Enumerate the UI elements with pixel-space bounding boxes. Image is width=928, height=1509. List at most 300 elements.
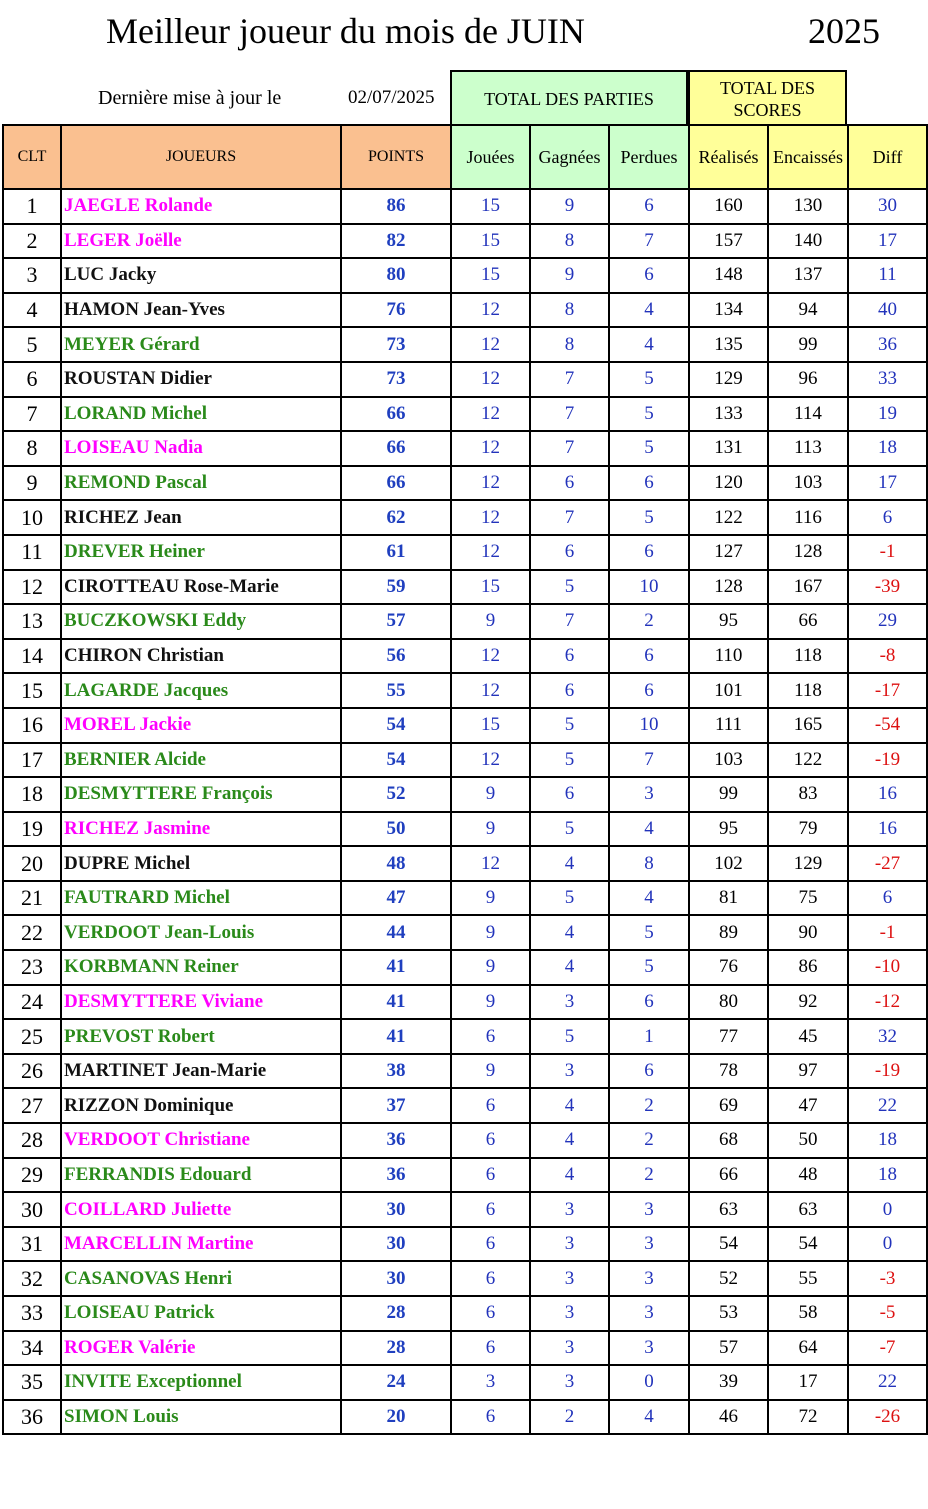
- cell-realises: 160: [689, 189, 768, 224]
- cell-points: 66: [341, 431, 451, 466]
- table-row: [3, 1261, 927, 1296]
- cell-perdues: 8: [609, 846, 689, 881]
- cell-realises: 148: [689, 258, 768, 293]
- cell-encaisses: 90: [768, 915, 848, 950]
- cell-clt: 13: [3, 604, 61, 639]
- cell-diff: 18: [848, 1123, 927, 1158]
- cell-perdues: 3: [609, 1331, 689, 1366]
- header-diff: Diff: [848, 125, 927, 189]
- cell-diff: -1: [848, 915, 927, 950]
- table-row: [3, 500, 927, 535]
- cell-clt: 12: [3, 570, 61, 605]
- cell-perdues: 3: [609, 1227, 689, 1262]
- cell-realises: 69: [689, 1088, 768, 1123]
- cell-gagnees: 3: [530, 1296, 609, 1331]
- cell-clt: 20: [3, 846, 61, 881]
- cell-player-name: REMOND Pascal: [61, 466, 341, 501]
- cell-gagnees: 7: [530, 500, 609, 535]
- cell-clt: 2: [3, 224, 61, 259]
- cell-diff: 22: [848, 1088, 927, 1123]
- cell-encaisses: 118: [768, 639, 848, 674]
- cell-realises: 103: [689, 743, 768, 778]
- cell-gagnees: 6: [530, 673, 609, 708]
- cell-perdues: 4: [609, 327, 689, 362]
- cell-diff: -27: [848, 846, 927, 881]
- cell-encaisses: 58: [768, 1296, 848, 1331]
- table-row: [3, 915, 927, 950]
- cell-diff: -1: [848, 535, 927, 570]
- cell-perdues: 4: [609, 812, 689, 847]
- header-realises: Réalisés: [689, 125, 768, 189]
- cell-gagnees: 7: [530, 397, 609, 432]
- cell-encaisses: 140: [768, 224, 848, 259]
- cell-points: 20: [341, 1400, 451, 1435]
- cell-encaisses: 63: [768, 1192, 848, 1227]
- cell-points: 73: [341, 327, 451, 362]
- cell-gagnees: 3: [530, 1054, 609, 1089]
- cell-jouees: 9: [451, 604, 530, 639]
- cell-perdues: 2: [609, 604, 689, 639]
- cell-points: 61: [341, 535, 451, 570]
- header-encaisses: Encaissés: [768, 125, 848, 189]
- cell-diff: 32: [848, 1019, 927, 1054]
- cell-clt: 9: [3, 466, 61, 501]
- cell-gagnees: 6: [530, 639, 609, 674]
- cell-encaisses: 66: [768, 604, 848, 639]
- cell-player-name: MARTINET Jean-Marie: [61, 1054, 341, 1089]
- cell-clt: 18: [3, 777, 61, 812]
- cell-clt: 4: [3, 293, 61, 328]
- header-jouees: Jouées: [451, 125, 530, 189]
- cell-points: 54: [341, 743, 451, 778]
- cell-gagnees: 5: [530, 1019, 609, 1054]
- cell-player-name: BERNIER Alcide: [61, 743, 341, 778]
- cell-points: 41: [341, 1019, 451, 1054]
- cell-encaisses: 96: [768, 362, 848, 397]
- cell-clt: 14: [3, 639, 61, 674]
- cell-perdues: 4: [609, 881, 689, 916]
- cell-player-name: JAEGLE Rolande: [61, 189, 341, 224]
- table-row: [3, 397, 927, 432]
- cell-player-name: CHIRON Christian: [61, 639, 341, 674]
- cell-realises: 63: [689, 1192, 768, 1227]
- table-row: [3, 673, 927, 708]
- cell-gagnees: 3: [530, 1192, 609, 1227]
- cell-clt: 24: [3, 985, 61, 1020]
- cell-points: 28: [341, 1331, 451, 1366]
- cell-encaisses: 103: [768, 466, 848, 501]
- cell-clt: 19: [3, 812, 61, 847]
- cell-player-name: HAMON Jean-Yves: [61, 293, 341, 328]
- cell-realises: 57: [689, 1331, 768, 1366]
- cell-clt: 34: [3, 1331, 61, 1366]
- cell-player-name: DREVER Heiner: [61, 535, 341, 570]
- cell-perdues: 5: [609, 397, 689, 432]
- cell-jouees: 12: [451, 500, 530, 535]
- cell-clt: 29: [3, 1158, 61, 1193]
- cell-player-name: LORAND Michel: [61, 397, 341, 432]
- cell-jouees: 6: [451, 1400, 530, 1435]
- cell-perdues: 2: [609, 1123, 689, 1158]
- cell-perdues: 3: [609, 777, 689, 812]
- cell-jouees: 9: [451, 950, 530, 985]
- cell-gagnees: 4: [530, 915, 609, 950]
- cell-diff: 40: [848, 293, 927, 328]
- cell-jouees: 6: [451, 1296, 530, 1331]
- table-row: [3, 466, 927, 501]
- cell-gagnees: 3: [530, 1227, 609, 1262]
- cell-gagnees: 6: [530, 535, 609, 570]
- cell-diff: 18: [848, 431, 927, 466]
- cell-points: 59: [341, 570, 451, 605]
- table-row: [3, 1365, 927, 1400]
- page-title: Meilleur joueur du mois de JUIN: [106, 11, 585, 51]
- cell-points: 52: [341, 777, 451, 812]
- cell-clt: 21: [3, 881, 61, 916]
- cell-gagnees: 5: [530, 743, 609, 778]
- cell-gagnees: 6: [530, 777, 609, 812]
- table-row: [3, 1227, 927, 1262]
- cell-gagnees: 9: [530, 258, 609, 293]
- table-row: [3, 431, 927, 466]
- cell-diff: 19: [848, 397, 927, 432]
- cell-realises: 66: [689, 1158, 768, 1193]
- cell-diff: 16: [848, 777, 927, 812]
- cell-encaisses: 17: [768, 1365, 848, 1400]
- cell-realises: 80: [689, 985, 768, 1020]
- table-row: [3, 1054, 927, 1089]
- cell-perdues: 6: [609, 985, 689, 1020]
- cell-player-name: LEGER Joëlle: [61, 224, 341, 259]
- cell-perdues: 6: [609, 189, 689, 224]
- cell-gagnees: 7: [530, 362, 609, 397]
- cell-gagnees: 5: [530, 812, 609, 847]
- cell-clt: 7: [3, 397, 61, 432]
- cell-player-name: CASANOVAS Henri: [61, 1261, 341, 1296]
- cell-clt: 36: [3, 1400, 61, 1435]
- cell-gagnees: 4: [530, 1088, 609, 1123]
- group-header-parties: [450, 70, 688, 126]
- cell-realises: 46: [689, 1400, 768, 1435]
- cell-points: 66: [341, 397, 451, 432]
- cell-clt: 5: [3, 327, 61, 362]
- cell-realises: 52: [689, 1261, 768, 1296]
- cell-perdues: 0: [609, 1365, 689, 1400]
- group-scores-line2: SCORES: [733, 100, 802, 120]
- cell-diff: -7: [848, 1331, 927, 1366]
- cell-encaisses: 79: [768, 812, 848, 847]
- cell-points: 30: [341, 1227, 451, 1262]
- cell-perdues: 6: [609, 639, 689, 674]
- cell-points: 55: [341, 673, 451, 708]
- cell-jouees: 15: [451, 570, 530, 605]
- cell-jouees: 6: [451, 1192, 530, 1227]
- cell-points: 62: [341, 500, 451, 535]
- cell-player-name: RICHEZ Jean: [61, 500, 341, 535]
- cell-points: 82: [341, 224, 451, 259]
- cell-points: 41: [341, 950, 451, 985]
- cell-player-name: ROUSTAN Didier: [61, 362, 341, 397]
- cell-points: 54: [341, 708, 451, 743]
- cell-clt: 17: [3, 743, 61, 778]
- cell-jouees: 12: [451, 293, 530, 328]
- table-row: [3, 1331, 927, 1366]
- cell-gagnees: 3: [530, 985, 609, 1020]
- cell-player-name: KORBMANN Reiner: [61, 950, 341, 985]
- cell-player-name: CIROTTEAU Rose-Marie: [61, 570, 341, 605]
- cell-jouees: 12: [451, 466, 530, 501]
- cell-points: 38: [341, 1054, 451, 1089]
- cell-realises: 77: [689, 1019, 768, 1054]
- cell-encaisses: 165: [768, 708, 848, 743]
- table-row: [3, 881, 927, 916]
- cell-player-name: INVITE Exceptionnel: [61, 1365, 341, 1400]
- cell-player-name: DESMYTTERE Viviane: [61, 985, 341, 1020]
- ranking-table: [2, 124, 928, 1435]
- cell-realises: 81: [689, 881, 768, 916]
- cell-player-name: DUPRE Michel: [61, 846, 341, 881]
- cell-points: 66: [341, 466, 451, 501]
- cell-realises: 89: [689, 915, 768, 950]
- cell-encaisses: 92: [768, 985, 848, 1020]
- cell-jouees: 12: [451, 535, 530, 570]
- table-row: [3, 846, 927, 881]
- cell-encaisses: 54: [768, 1227, 848, 1262]
- cell-diff: 0: [848, 1227, 927, 1262]
- cell-player-name: DESMYTTERE François: [61, 777, 341, 812]
- table-row: [3, 1296, 927, 1331]
- cell-jouees: 12: [451, 327, 530, 362]
- cell-gagnees: 4: [530, 950, 609, 985]
- cell-perdues: 7: [609, 743, 689, 778]
- group-scores-label: [720, 77, 815, 121]
- cell-clt: 22: [3, 915, 61, 950]
- cell-jouees: 12: [451, 673, 530, 708]
- cell-perdues: 2: [609, 1088, 689, 1123]
- table-row: [3, 1088, 927, 1123]
- cell-points: 80: [341, 258, 451, 293]
- cell-encaisses: 83: [768, 777, 848, 812]
- cell-diff: -5: [848, 1296, 927, 1331]
- cell-perdues: 4: [609, 293, 689, 328]
- cell-diff: 36: [848, 327, 927, 362]
- table-row: [3, 1123, 927, 1158]
- cell-diff: 0: [848, 1192, 927, 1227]
- cell-clt: 3: [3, 258, 61, 293]
- cell-gagnees: 8: [530, 327, 609, 362]
- header-points: POINTS: [341, 125, 451, 189]
- cell-gagnees: 3: [530, 1331, 609, 1366]
- cell-realises: 111: [689, 708, 768, 743]
- table-row: [3, 1192, 927, 1227]
- cell-perdues: 5: [609, 500, 689, 535]
- cell-clt: 16: [3, 708, 61, 743]
- header-gagnees: Gagnées: [530, 125, 609, 189]
- cell-clt: 10: [3, 500, 61, 535]
- cell-perdues: 10: [609, 570, 689, 605]
- cell-gagnees: 3: [530, 1261, 609, 1296]
- cell-clt: 30: [3, 1192, 61, 1227]
- cell-jouees: 12: [451, 846, 530, 881]
- cell-gagnees: 7: [530, 431, 609, 466]
- cell-realises: 95: [689, 812, 768, 847]
- cell-diff: -8: [848, 639, 927, 674]
- cell-encaisses: 116: [768, 500, 848, 535]
- cell-player-name: MOREL Jackie: [61, 708, 341, 743]
- cell-player-name: RICHEZ Jasmine: [61, 812, 341, 847]
- cell-diff: 29: [848, 604, 927, 639]
- cell-player-name: MEYER Gérard: [61, 327, 341, 362]
- cell-realises: 102: [689, 846, 768, 881]
- cell-encaisses: 97: [768, 1054, 848, 1089]
- table-row: [3, 985, 927, 1020]
- last-update-date: 02/07/2025: [348, 87, 435, 108]
- cell-jouees: 12: [451, 639, 530, 674]
- cell-encaisses: 167: [768, 570, 848, 605]
- cell-realises: 129: [689, 362, 768, 397]
- cell-gagnees: 5: [530, 708, 609, 743]
- cell-points: 36: [341, 1123, 451, 1158]
- cell-clt: 35: [3, 1365, 61, 1400]
- cell-clt: 8: [3, 431, 61, 466]
- table-row: [3, 224, 927, 259]
- cell-jouees: 9: [451, 915, 530, 950]
- cell-gagnees: 8: [530, 293, 609, 328]
- cell-clt: 27: [3, 1088, 61, 1123]
- cell-perdues: 2: [609, 1158, 689, 1193]
- cell-gagnees: 4: [530, 1158, 609, 1193]
- cell-points: 30: [341, 1192, 451, 1227]
- year-label: 2025: [808, 11, 880, 51]
- cell-points: 76: [341, 293, 451, 328]
- cell-perdues: 5: [609, 915, 689, 950]
- cell-player-name: LOISEAU Nadia: [61, 431, 341, 466]
- cell-points: 37: [341, 1088, 451, 1123]
- table-row: [3, 1158, 927, 1193]
- cell-perdues: 6: [609, 466, 689, 501]
- cell-encaisses: 86: [768, 950, 848, 985]
- cell-realises: 120: [689, 466, 768, 501]
- cell-diff: 22: [848, 1365, 927, 1400]
- cell-player-name: RIZZON Dominique: [61, 1088, 341, 1123]
- cell-clt: 28: [3, 1123, 61, 1158]
- table-row: [3, 604, 927, 639]
- cell-realises: 157: [689, 224, 768, 259]
- cell-gagnees: 8: [530, 224, 609, 259]
- table-row: [3, 362, 927, 397]
- cell-points: 86: [341, 189, 451, 224]
- cell-realises: 95: [689, 604, 768, 639]
- cell-points: 48: [341, 846, 451, 881]
- cell-player-name: BUCZKOWSKI Eddy: [61, 604, 341, 639]
- cell-encaisses: 113: [768, 431, 848, 466]
- cell-diff: 11: [848, 258, 927, 293]
- cell-perdues: 10: [609, 708, 689, 743]
- table-row: [3, 639, 927, 674]
- cell-diff: 30: [848, 189, 927, 224]
- cell-diff: 16: [848, 812, 927, 847]
- cell-points: 73: [341, 362, 451, 397]
- cell-jouees: 6: [451, 1331, 530, 1366]
- cell-diff: 17: [848, 224, 927, 259]
- cell-jouees: 15: [451, 189, 530, 224]
- table-row: [3, 777, 927, 812]
- cell-diff: 18: [848, 1158, 927, 1193]
- cell-perdues: 4: [609, 1400, 689, 1435]
- cell-points: 56: [341, 639, 451, 674]
- cell-gagnees: 3: [530, 1365, 609, 1400]
- cell-gagnees: 9: [530, 189, 609, 224]
- cell-perdues: 3: [609, 1296, 689, 1331]
- cell-realises: 78: [689, 1054, 768, 1089]
- cell-points: 44: [341, 915, 451, 950]
- cell-clt: 26: [3, 1054, 61, 1089]
- cell-encaisses: 55: [768, 1261, 848, 1296]
- table-row: [3, 293, 927, 328]
- cell-points: 50: [341, 812, 451, 847]
- cell-diff: -26: [848, 1400, 927, 1435]
- cell-player-name: FAUTRARD Michel: [61, 881, 341, 916]
- cell-points: 28: [341, 1296, 451, 1331]
- cell-points: 41: [341, 985, 451, 1020]
- cell-diff: -19: [848, 1054, 927, 1089]
- cell-jouees: 15: [451, 708, 530, 743]
- cell-realises: 131: [689, 431, 768, 466]
- cell-jouees: 6: [451, 1019, 530, 1054]
- cell-perdues: 6: [609, 258, 689, 293]
- group-parties-label: TOTAL DES PARTIES: [484, 89, 654, 109]
- cell-encaisses: 137: [768, 258, 848, 293]
- cell-gagnees: 5: [530, 881, 609, 916]
- cell-diff: -19: [848, 743, 927, 778]
- cell-realises: 99: [689, 777, 768, 812]
- cell-encaisses: 72: [768, 1400, 848, 1435]
- cell-encaisses: 122: [768, 743, 848, 778]
- group-header-scores: [688, 70, 847, 126]
- header-joueurs: JOUEURS: [61, 125, 341, 189]
- cell-jouees: 6: [451, 1088, 530, 1123]
- cell-jouees: 3: [451, 1365, 530, 1400]
- cell-jouees: 15: [451, 258, 530, 293]
- cell-realises: 134: [689, 293, 768, 328]
- cell-gagnees: 6: [530, 466, 609, 501]
- cell-realises: 76: [689, 950, 768, 985]
- cell-diff: 6: [848, 881, 927, 916]
- cell-perdues: 6: [609, 1054, 689, 1089]
- cell-jouees: 6: [451, 1261, 530, 1296]
- cell-clt: 1: [3, 189, 61, 224]
- cell-jouees: 6: [451, 1123, 530, 1158]
- table-row: [3, 1400, 927, 1435]
- cell-perdues: 5: [609, 950, 689, 985]
- cell-perdues: 5: [609, 362, 689, 397]
- cell-clt: 32: [3, 1261, 61, 1296]
- cell-perdues: 3: [609, 1261, 689, 1296]
- cell-diff: 33: [848, 362, 927, 397]
- cell-realises: 53: [689, 1296, 768, 1331]
- cell-jouees: 9: [451, 1054, 530, 1089]
- cell-realises: 54: [689, 1227, 768, 1262]
- cell-encaisses: 129: [768, 846, 848, 881]
- cell-player-name: LOISEAU Patrick: [61, 1296, 341, 1331]
- cell-encaisses: 64: [768, 1331, 848, 1366]
- header-perdues: Perdues: [609, 125, 689, 189]
- cell-realises: 68: [689, 1123, 768, 1158]
- cell-diff: -12: [848, 985, 927, 1020]
- cell-realises: 101: [689, 673, 768, 708]
- cell-jouees: 9: [451, 985, 530, 1020]
- cell-encaisses: 118: [768, 673, 848, 708]
